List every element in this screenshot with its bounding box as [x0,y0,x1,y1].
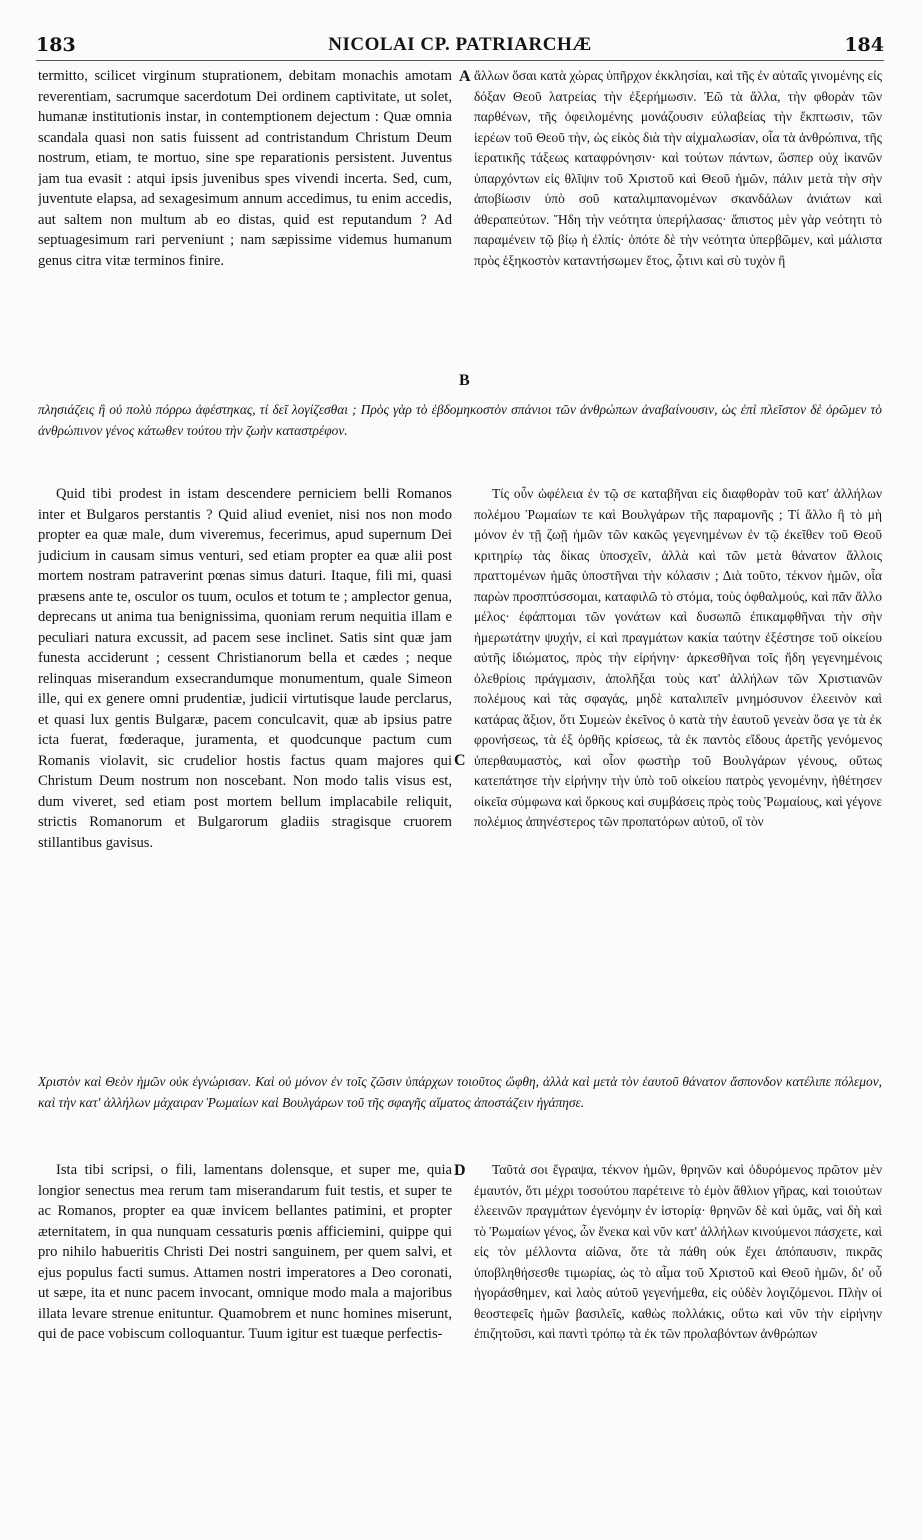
greek-paragraph: ἄλλων ὅσαι κατὰ χώρας ὑπῆρχον ἐκκλησίαι, καὶ τῆς ἐν αὐταῖς γινομένης εἰς δόξαν Θεοῦ λατρείας τὴν ἐξερήμωσιν. Ἐῶ τὰ ἄλλα, τὴν φθορὰν τῶν παρθένων, τῆς ὀφειλομένης μονάζουσιν εὐλαβείας τὴν ἔκπτωσιν, τῶν ἱερέων τοῦ Θεοῦ τὴν, ὡς εἰκὸς διὰ τὴν αἰχμαλωσίαν, οἷα τὰ ἀνθρώπινα, τῆς ἱερατικῆς τάξεως καταφρόνησιν· καὶ τούτων πάντων, ὥσπερ οὐχ ἱκανῶν ὑπαρχόντων εἰς θλῖψιν τοῦ Χριστοῦ καὶ Θεοῦ ἡμῶν, πάλιν μετὰ τὴν σὴν ἀποβίωσιν ὑπὸ σοῦ καταλιμπανομένων σκανδάλων ἀνιάτων καὶ ἀθεραπεύτων. Ἤδη τὴν νεότητα ὑπερήλασας· ἄπιστος μὲν γὰρ νεότητι τὸ παραμένειν τῷ βίῳ ἡ ἐλπίς· ὁπότε δὲ τὴν νεότητα ὑπερβῶμεν, καὶ μάλιστα πρὸς ἑξηκοστὸν καταντήσωμεν ἔτος, ᾧτινι καὶ σὺ τυχὸν ἢ [474,68,882,268]
page-number-left: 183 [36,34,76,56]
greek-paragraph: Ταῦτά σοι ἔγραψα, τέκνον ἡμῶν, θρηνῶν καὶ ὀδυρόμενος πρῶτον μὲν ἐμαυτόν, ὅτι μέχρι τοσούτου παρέτεινε τὸ ἐμὸν ἄθλιον γῆρας, καὶ τοιούτων ἐλεεινῶν πραγμάτων ἐγενόμην ἐν ἱστορίᾳ· θρηνῶν δὲ καὶ ὑμᾶς, ναὶ δὴ καὶ τὸ Ῥωμαίων γένος, ὧν ἕνεκα καὶ νῦν κατ' ἀλλήλων κινούμενοι πάσχετε, καὶ εἰς τὸν μέλλοντα αἰῶνα, ὅτε τὰ πάθη οὐκ ἔχει ἀπόπαυσιν, πικρᾶς ὑποβληθήσεσθε τιμωρίας, ὡς τὸ αἷμα τοῦ Χριστοῦ καὶ Θεοῦ ἡμῶν, δι' οὗ ἠγοράσθημεν, καὶ λαὸς αὐτοῦ γεγενήμεθα, εἰς οὐδὲν λογιζόμενοι. Πλὴν οἱ θεοστεφεῖς ἡμῶν βασιλεῖς, καθὼς πολλάκις, οὕτω καὶ νῦν τὴν εἰρήνην ἐπιζητοῦσι, καὶ παντὶ τρόπῳ τὰ ἐκ τῶν προλαβόντων ἀνθρώπων [474,1162,882,1341]
greek-column-section-3 [474,1160,882,1510]
latin-paragraph: Quid tibi prodest in istam descendere perniciem belli Romanos inter et Bulgaros perstantis ? Quid aliud eveniet, nisi nos non modo propter ea quæ male, dum viveremus, fecerimus, apud supernum Dei judicium in causam simus venturi, sed etiam propter ea quæ alii post mortem nostram patraverint pœnas simus daturi. Itaque, fili mi, quasi præsens ante te, osculor os tuum, oculos et totum te ; amplector genua, deprecans ut anima tua benignissima, quoniam rerum nequitia illam e peculiari natura excussit, ad pacem sese inclinet. Satis sint quæ jam funesta acciderunt ; cessent Christianorum bella et cædes ; neque relinquas miserandum exsecrandumque monumentum, quale Simeon ille, qui ex genere omni prudentiæ, judicii virtutisque laude perclarus, et quasi lux gentis Bulgaræ, pacem conculcavit, quæ ab ipsius patre icta fuerat, fœderaque, juramenta, et quodcunque pactum cum Romanis violavit, sic crudelior hostis factus quam majores qui Christum Deum nostrum non noscebant. Non modo talis visus est, dum viveret, sed etiam post mortem bellum implacabile reliquit, strictis Romanorum et Bulgarorum gladiis stragisque cruorem stillantibus gavisus. [38,486,452,851]
greek-full-width-section-2 [38,1072,882,1136]
margin-marker-a: A [459,68,471,85]
margin-marker-c: C [454,752,466,769]
greek-paragraph: Τίς οὖν ὠφέλεια ἐν τῷ σε καταβῆναι εἰς διαφθορὰν τοῦ κατ' ἀλλήλων πολέμου Ῥωμαίων τε καὶ Βουλγάρων τῆς παραμονῆς ; Τί ἄλλο ἢ τὸ μὴ μόνον ἐν τῇ ζωῇ ἡμῶν τῶν κακῶς γεγενημένων ἐν τῷ ἐκεῖθεν τοῦ Θεοῦ κριτηρίῳ τὰς δίκας ὑποσχεῖν, ἀλλὰ καὶ τῶν μετὰ θάνατον ἄλλοις πραττομένων ἡμᾶς ὑποστῆναι τὴν κόλασιν ; Διὰ τοῦτο, τέκνον ἡμῶν, οἷα παρὼν προσπτύσσομαι, καταφιλῶ τὸ στόμα, τοὺς ὀφθαλμούς, καὶ πᾶν ἄλλο μέλος· ἐφάπτομαι τῶν γονάτων καὶ δυσωπῶ ἐπικαμφθῆναι τὴν σὴν ἡμερωτάτην ψυχήν, εἰ καὶ πραγμάτων κακία ταύτην ἐξέστησε τοῦ οἰκείου αὐτῆς ἰδιώματος, πρὸς τὴν εἰρήνην· ἀρκεσθῆναι τοῖς ἤδη γεγενημένοις ὀλεθρίοις πράγμασιν, ἀπολῆξαι τοὺς κατ' ἀλλήλων τῶν Χριστιανῶν πολέμους καὶ τὰς σφαγάς, μηδὲ καταλιπεῖν μνημόσυνον ἐλεεινὸν καὶ κατάρας ἄξιον, ὅτι Συμεὼν ἐκεῖνος ὁ κατὰ τὴν ἑαυτοῦ γενεὰν ὅσα γε τὰ ἐκ φρονήσεως, τὰ ἐξ ὀρθῆς κρίσεως, τὰ ἐκ παντὸς εἴδους ἀρετῆς γενόμενος ὑπερθαυμαστὸς, καὶ οἷον φωστὴρ τοῦ Βουλγάρων γένους, οὕτως κατεπάτησε τὴν εἰρήνην τὴν ὑπὸ τοῦ οἰκείου πατρὸς γενομένην, ἠθέτησεν οἰκεῖα σύμφωνα καὶ ὅρκους καὶ συμβάσεις πρὸς τοὺς Ῥωμαίους, καὶ γέγονε πολέμιος ἀπηνέστερος τῶν προπατόρων αὐτοῦ, οἳ τὸν [474,486,882,829]
page-number-right: 184 [844,34,884,56]
greek-paragraph: Χριστὸν καὶ Θεὸν ἡμῶν οὐκ ἐγνώρισαν. Καὶ οὐ μόνον ἐν τοῖς ζῶσιν ὑπάρχων τοιοῦτος ὤφθη, ἀλλὰ καὶ μετὰ τὸν ἑαυτοῦ θάνατον ἄσπονδον κατέλιπε πόλεμον, καὶ τὴν κατ' ἀλλήλων μάχαιραν Ῥωμαίων καὶ Βουλγάρων τοῦ τῆς σφαγῆς αἵματος ἀποστάζειν ἠγάπησε. [38,1074,882,1110]
greek-paragraph: πλησιάζεις ἢ οὐ πολὺ πόρρω ἀφέστηκας, τί δεῖ λογίζεσθαι ; Πρὸς γὰρ τὸ ἑβδομηκοστὸν σπάνιοι τῶν ἀνθρώπων ἀναβαίνουσιν, ὡς ἐπὶ πλεῖστον δὲ ὁρῶμεν τὸ ἀνθρώπινον γένος κάτωθεν τούτου τὴν ζωὴν καταστρέφον. [38,402,882,438]
latin-paragraph: Ista tibi scripsi, o fili, lamentans dolensque, et super me, quia longior senectus mea rerum tam miserandarum fuit testis, et super te ac Romanos, propter ea quæ invicem bellantes patimini, et propter æternitatem, in qua nunquam cessaturis pœnis afficiemini, quippe qui pro nihilo habueritis Christi Dei nostri sanguinem, per quem salvi, et ejus populus facti sumus. Attamen nostri imperatores a Deo coronati, ut sæpe, ita et nunc pacem invocant, omnique modo mala a majoribus illata levare strenue enituntur. Quamobrem et nunc homines miserunt, qui de pace vobiscum colloquantur. Tuum igitur est tuæque perfectis- [38,1162,452,1342]
running-title: NICOLAI CP. PATRIARCHÆ [328,34,592,55]
latin-column-section-2 [38,484,452,1066]
margin-marker-b: B [459,372,470,389]
latin-paragraph: termitto, scilicet virginum stuprationem, debitam monachis amotam reverentiam, sacrumque sacerdotum Dei ordinem captivitate, ut solet, humanæ institutionis instar, in contemptionem dejectum : Quæ omnia scandala quasi non satis fuissent ad contristandum Christum Deum nostrum, etiam, te mortuo, sine spe reparationis persistent. Juventus jam tua evasit : atqui ipsis juvenibus spes vivendi incerta. Sed, cum, juventute elapsa, ad sexagesimum annum accedimus, tu enim accedis, aut saltem non multum ab eo distas, quid est reputandum ? Ad septuagesimum rari perveniunt ; nam sæpissime videmus humanum genus citra vitæ terminos finire. [38,68,452,269]
greek-full-width-section-1 [38,400,882,464]
greek-column-section-2 [474,484,882,1066]
margin-marker-d: D [454,1162,466,1179]
greek-column-section-1 [474,66,882,398]
running-header [36,30,884,61]
latin-column-section-1 [38,66,452,398]
latin-column-section-3 [38,1160,452,1510]
